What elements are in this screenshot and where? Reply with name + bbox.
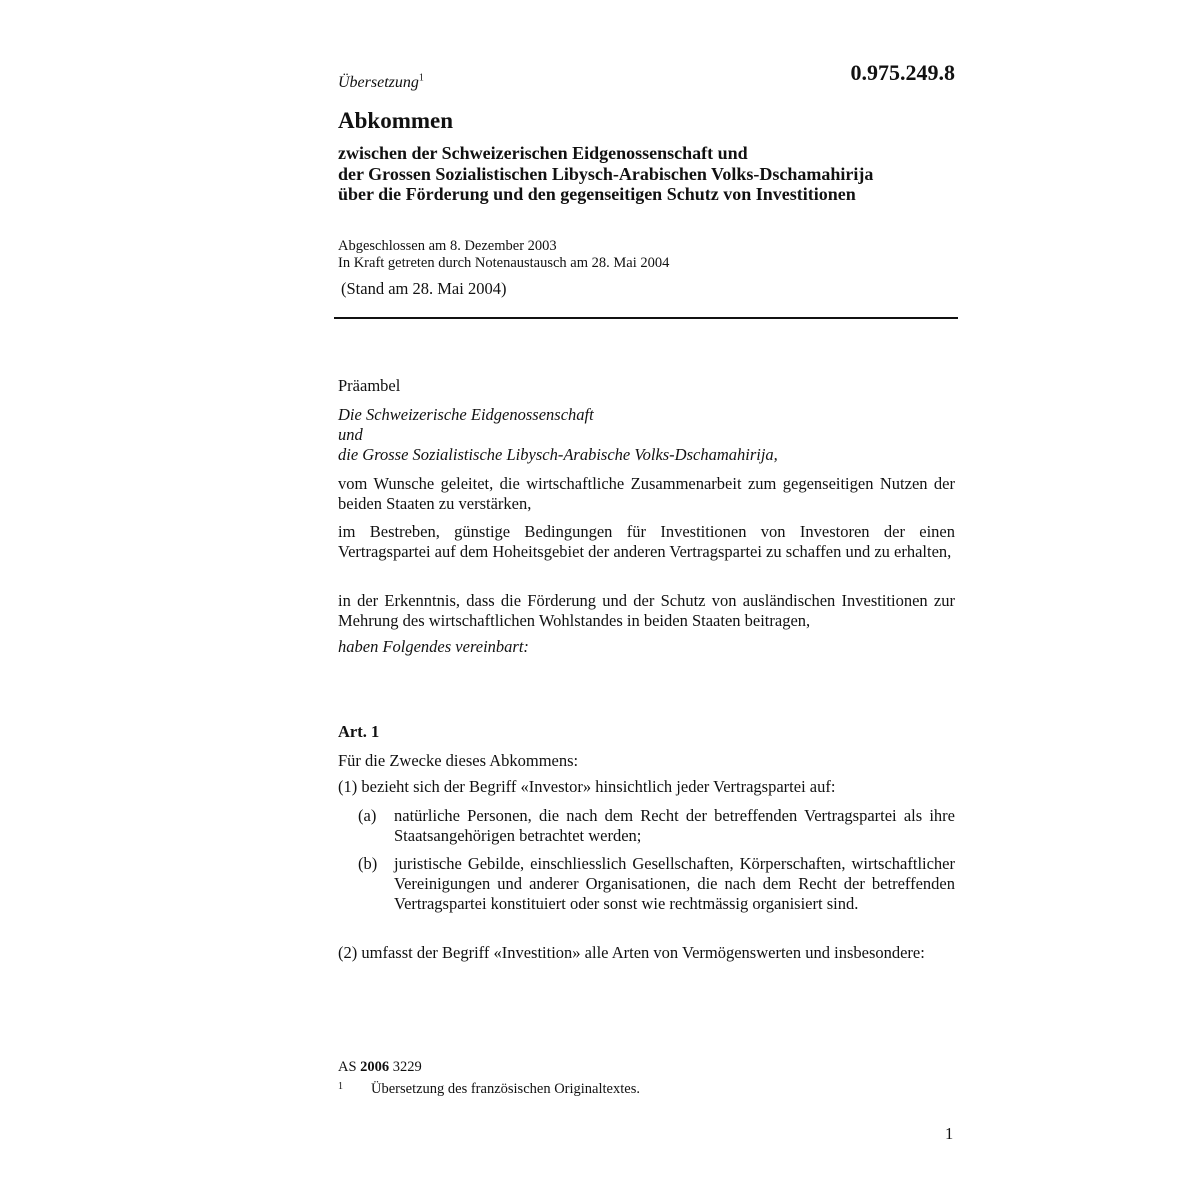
header-divider — [334, 317, 958, 319]
article-heading: Art. 1 — [338, 722, 380, 741]
document-subtitle — [338, 143, 958, 205]
party-line: Die Schweizerische Eidgenossenschaft — [338, 405, 594, 424]
status-date: (Stand am 28. Mai 2004) — [341, 279, 507, 298]
preamble-closing: haben Folgendes vereinbart: — [338, 637, 529, 656]
subtitle-line: über die Förderung und den gegenseitigen Schutz von Investitionen — [338, 184, 856, 204]
article-intro: Für die Zwecke dieses Abkommens: — [338, 751, 579, 770]
subitem-text: natürliche Personen, die nach dem Recht der betreffenden Vertragspartei als ihre Staatsangehörigen betrachtet werden; — [394, 806, 955, 845]
subtitle-line: zwischen der Schweizerischen Eidgenossenschaft und — [338, 143, 748, 163]
subtitle-line: der Grossen Sozialistischen Libysch-Arabischen Volks-Dschamahirija — [338, 163, 874, 184]
preamble-parties — [338, 405, 778, 465]
preamble-paragraph: in der Erkenntnis, dass die Förderung und der Schutz von ausländischen Investitionen zur Mehrung des wirtschaftlichen Wohlstandes in beiden Staaten beitragen, — [338, 591, 955, 630]
preamble-paragraph: im Bestreben, günstige Bedingungen für Investitionen von Investoren der einen Vertragspartei auf dem Hoheitsgebiet der anderen Vertragspartei zu schaffen und zu erhalten, — [338, 522, 955, 561]
translation-label: Übersetzung$^1$ — [338, 72, 424, 91]
subitem-label: (b) — [358, 854, 378, 873]
preamble-paragraph: vom Wunsche geleitet, die wirtschaftliche Zusammenarbeit zum gegenseitigen Nutzen der beiden Staaten zu verstärken, — [338, 474, 955, 513]
footnote-number: 1 — [338, 1081, 343, 1092]
document-title: Abkommen — [338, 108, 454, 133]
party-line: die Grosse Sozialistische Libysch-Arabische Volks-Dschamahirija, — [338, 445, 778, 464]
concluded-date: Abgeschlossen am 8. Dezember 2003 — [338, 238, 557, 254]
party-line: und — [338, 425, 363, 444]
article-item-2: (2) umfasst der Begriff «Investition» alle Arten von Vermögenswerten und insbesondere: — [338, 943, 925, 962]
footnote — [338, 1081, 640, 1098]
article-subitem-b — [358, 854, 955, 914]
article-item-1: (1) bezieht sich der Begriff «Investor» hinsichtlich jeder Vertragspartei auf: — [338, 777, 836, 796]
sr-number: 0.975.249.8 — [850, 60, 955, 85]
footnote-mark: 1 — [418, 72, 424, 84]
document-meta — [338, 238, 669, 272]
footnote-text: Übersetzung des französischen Originaltextes. — [371, 1081, 640, 1097]
in-force-date: In Kraft getreten durch Notenaustausch am 28. Mai 2004 — [338, 255, 670, 271]
official-collection-ref: AS 2006 3229 — [338, 1059, 422, 1075]
page-number: 1 — [945, 1124, 954, 1143]
preamble-heading: Präambel — [338, 376, 401, 395]
subitem-label: (a) — [358, 806, 377, 825]
article-subitem-a — [358, 806, 955, 846]
subitem-text: juristische Gebilde, einschliesslich Gesellschaften, Körperschaften, wirtschaftlicher Vereinigungen und anderer Organisationen, die nach dem Recht der betreffenden Vertragspartei konstituiert oder sonst wie rechtmässig organisiert sind. — [394, 854, 955, 913]
